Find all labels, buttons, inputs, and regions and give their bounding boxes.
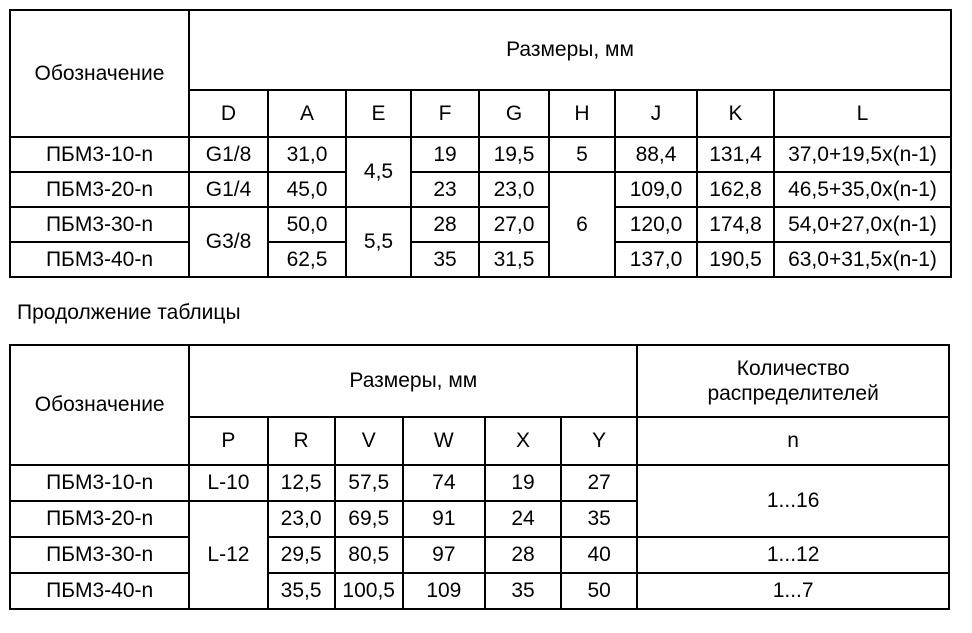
- cell-k: 162,8: [697, 172, 774, 207]
- designation-cell: ПБМ3-40-n: [10, 242, 189, 277]
- column-header: E: [346, 90, 411, 137]
- cell-l: 63,0+31,5x(n-1): [774, 242, 951, 277]
- cell-d: G1/8: [189, 137, 268, 172]
- cell-l: 37,0+19,5x(n-1): [774, 137, 951, 172]
- column-header: P: [189, 417, 267, 465]
- cell-h: 6: [549, 172, 615, 277]
- column-header: K: [697, 90, 774, 137]
- cell-v: 80,5: [335, 537, 403, 573]
- cell-k: 190,5: [697, 242, 774, 277]
- cell-x: 35: [485, 573, 561, 609]
- designation-cell: ПБМ3-10-n: [10, 137, 189, 172]
- table-row: [10, 172, 951, 207]
- column-header: G: [479, 90, 549, 137]
- cell-p: L-10: [189, 465, 267, 501]
- cell-f: 28: [411, 207, 479, 242]
- cell-g: 19,5: [479, 137, 549, 172]
- dimensions-table-continued: [9, 344, 950, 610]
- cell-v: 100,5: [335, 573, 403, 609]
- cell-x: 24: [485, 501, 561, 537]
- cell-e: 5,5: [346, 207, 411, 277]
- cell-g: 23,0: [479, 172, 549, 207]
- cell-n: 1...12: [637, 537, 949, 573]
- cell-x: 28: [485, 537, 561, 573]
- dimensions-table: [9, 9, 952, 278]
- table-row: [10, 573, 949, 609]
- cell-d: G1/4: [189, 172, 268, 207]
- cell-w: 109: [403, 573, 485, 609]
- cell-k: 174,8: [697, 207, 774, 242]
- column-header: D: [189, 90, 268, 137]
- cell-h: 5: [549, 137, 615, 172]
- cell-f: 23: [411, 172, 479, 207]
- cell-p: L-12: [189, 501, 267, 609]
- column-header: L: [774, 90, 951, 137]
- column-header: V: [335, 417, 403, 465]
- designation-header: Обозначение: [10, 345, 189, 465]
- designation-cell: ПБМ3-30-n: [10, 537, 189, 573]
- table-row: [10, 242, 951, 277]
- cell-r: 35,5: [268, 573, 335, 609]
- cell-w: 91: [403, 501, 485, 537]
- designation-cell: ПБМ3-20-n: [10, 172, 189, 207]
- cell-g: 27,0: [479, 207, 549, 242]
- column-header: H: [549, 90, 615, 137]
- column-header: F: [411, 90, 479, 137]
- cell-a: 50,0: [268, 207, 346, 242]
- cell-n: 1...16: [637, 465, 949, 537]
- cell-j: 137,0: [615, 242, 697, 277]
- cell-v: 57,5: [335, 465, 403, 501]
- cell-w: 74: [403, 465, 485, 501]
- cell-d: G3/8: [189, 207, 268, 277]
- table-row: [10, 137, 951, 172]
- cell-l: 54,0+27,0x(n-1): [774, 207, 951, 242]
- cell-k: 131,4: [697, 137, 774, 172]
- cell-e: 4,5: [346, 137, 411, 207]
- cell-y: 27: [561, 465, 637, 501]
- designation-header: Обозначение: [10, 10, 189, 137]
- cell-x: 19: [485, 465, 561, 501]
- cell-r: 23,0: [268, 501, 335, 537]
- cell-a: 45,0: [268, 172, 346, 207]
- designation-cell: ПБМ3-20-n: [10, 501, 189, 537]
- cell-w: 97: [403, 537, 485, 573]
- cell-v: 69,5: [335, 501, 403, 537]
- cell-f: 19: [411, 137, 479, 172]
- cell-r: 12,5: [268, 465, 335, 501]
- cell-r: 29,5: [268, 537, 335, 573]
- cell-y: 40: [561, 537, 637, 573]
- cell-y: 35: [561, 501, 637, 537]
- column-header: R: [268, 417, 335, 465]
- designation-cell: ПБМ3-30-n: [10, 207, 189, 242]
- sizes-header: Размеры, мм: [189, 345, 637, 417]
- column-header: n: [637, 417, 949, 465]
- sizes-header: Размеры, мм: [189, 10, 951, 90]
- column-header: X: [485, 417, 561, 465]
- cell-a: 62,5: [268, 242, 346, 277]
- cell-j: 109,0: [615, 172, 697, 207]
- designation-cell: ПБМ3-10-n: [10, 465, 189, 501]
- column-header: W: [403, 417, 485, 465]
- cell-n: 1...7: [637, 573, 949, 609]
- cell-l: 46,5+35,0x(n-1): [774, 172, 951, 207]
- designation-cell: ПБМ3-40-n: [10, 573, 189, 609]
- table-row: [10, 537, 949, 573]
- cell-a: 31,0: [268, 137, 346, 172]
- table-continuation-caption: Продолжение таблицы: [17, 301, 241, 324]
- cell-f: 35: [411, 242, 479, 277]
- cell-j: 120,0: [615, 207, 697, 242]
- cell-g: 31,5: [479, 242, 549, 277]
- cell-y: 50: [561, 573, 637, 609]
- column-header: J: [615, 90, 697, 137]
- column-header: Y: [561, 417, 637, 465]
- table-row: [10, 465, 949, 501]
- column-header: A: [268, 90, 346, 137]
- table-row: [10, 207, 951, 242]
- cell-j: 88,4: [615, 137, 697, 172]
- distributor-count-header: Количество распределителей: [637, 345, 949, 417]
